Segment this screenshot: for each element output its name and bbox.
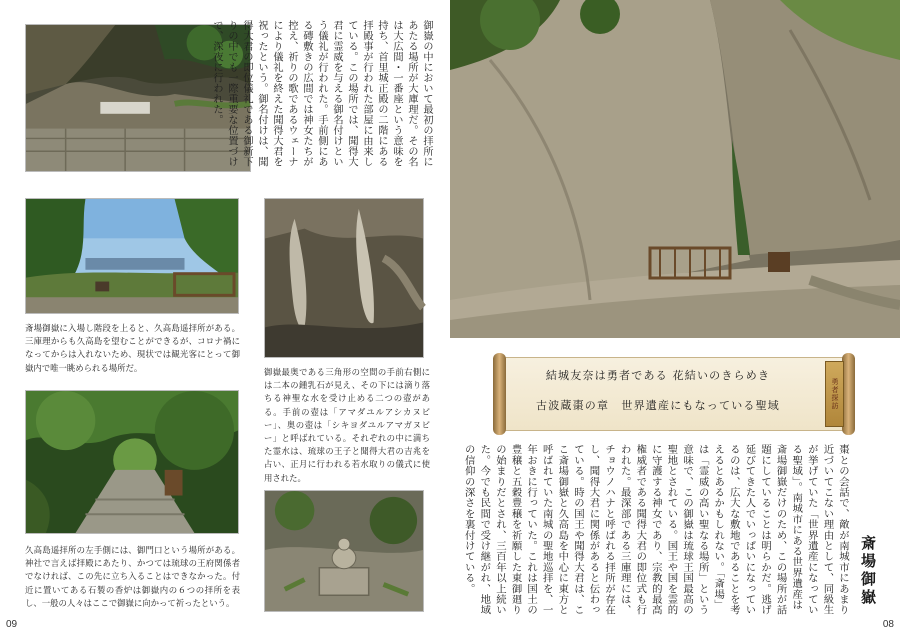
series-badge: 勇者探訪: [825, 361, 844, 427]
sefa-utaki-body: 棗との会話で、敵が南城市にあまり近づいてこない理由として、同級生が挙げていた「世界遺産になっている聖域」。南城市にある世界遺産は斎場御嶽だけのため、この場所が話題にしていることは明らかだ。逃げ延びてきた人でいっぱいになっているのは、広大な敷地であることを考えるとあるかもしれない。「斎場」は「霊威の高い聖なる場所」という意味で、この御嶽は琉球王国最高の聖地とされている。国王や国を霊的に守護する神女であり、宗教的最高権威者である聞得大君の即位式も行われた。最深部である三庫理には、チョウノハナと呼ばれる拝所が存在し、聞得大君に関係があると伝わっている。時の国王や聞得大君は、ここ斎場御嶽と久高島を中心に東方と呼ばれていた南城の聖地巡拝を、一年おきに行っていた。これは国土の豊穣と五穀豊穣を祈願した東御廻りの始まりだとされ、三百年以上続いた。今でも民間で受け継がれ、地域の信仰の深さを裏付けている。: [462, 444, 849, 616]
daikuri-description: 御嶽の中において最初の拝所にあたる場所が大庫理だ。その名は大広間・一番座という意味を持ち、首里城正殿の二階にある拝殿事が行われた部屋に由来している。この場所では、聞得大君に霊威を与える御名付けという儀礼が行われた。手前側にある磚敷きの広間では神女たちが控え、祈りの歌であるウェーナにより儀礼を終えた聞得大君を祝ったという。御名付けは、聞得大君の即位儀礼である御新下りの中でも一際重要な位置づけで、深夜に行われた。: [211, 20, 432, 167]
stone-censer-photo: [264, 490, 424, 612]
path-caption: 久高島遥拝所の左手側には、御門口という場所がある。神社で言えば拝殿にあたり、かつては琉球の王府関係者でなければ、この先に立ち入ることはできなかった。付近に置いてある石製の香炉は御嶽内の６つの拝所を表し、一般の人々はここで御嶽に向かって祈ったという。: [25, 545, 240, 608]
page-number-right: 08: [882, 619, 894, 630]
title-banner: [493, 353, 855, 435]
page-number-left: 09: [6, 619, 18, 630]
stalactite-caption: 御嶽最奥である三角形の空間の手前右側には二本の鍾乳石が見え、その下には滴り落ちる神聖な水を受け止める二つの壺がある。手前の壺は「アマダユルアシカヌビー」、奥の壺は「シキヨダユルアマガヌビー」と呼ばれている。それぞれの中に満ちた霊水は、琉球の王子と聞得大君の吉兆を占い、正月に行われる若水取りの儀式に使用された。: [264, 367, 430, 483]
kudaka-caption: 斎場御嶽に入場し階段を上ると、久高島遥拝所がある。三庫理からも久高島を望むことができるが、コロナ禍になってからは入れないため、現状では観光客にとって御嶽内で唯一眺められる場所だ。: [25, 323, 240, 373]
forest-path-photo: [25, 390, 239, 534]
sangui-rock-photo: [450, 0, 900, 338]
kudaka-viewpoint-photo: [25, 198, 239, 314]
section-title: 斎場御嶽: [859, 535, 877, 607]
banner-title: 結城友奈は勇者である 花結いのきらめき: [545, 369, 771, 382]
banner-subtitle: 古波蔵棗の章 世界遺産にもなっている聖域: [536, 399, 780, 412]
scroll-rod-left: [493, 353, 506, 435]
stalactite-photo: [264, 198, 424, 358]
